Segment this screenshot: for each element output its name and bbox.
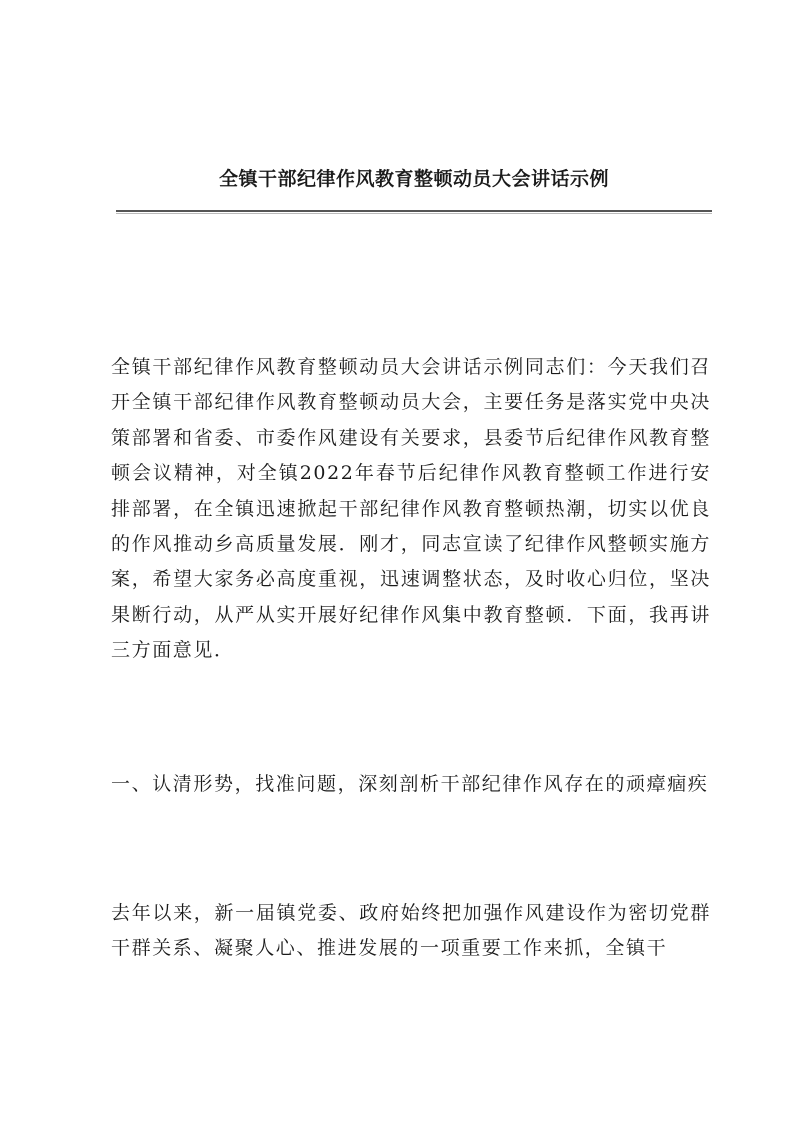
document-title: 全镇干部纪律作风教育整顿动员大会讲话示例 [218,168,609,190]
body-paragraph-section-1: 去年以来，新一届镇党委、政府始终把加强作风建设作为密切党群干群关系、凝聚人心、推进发展的一项重要工作来抓，全镇干 [111,902,711,960]
body-paragraph-intro: 全镇干部纪律作风教育整顿动员大会讲话示例同志们：今天我们召开全镇干部纪律作风教育整顿动员大会，主要任务是落实党中央决策部署和省委、市委作风建设有关要求，县委节后纪律作风教育整顿会议精神，对全镇2022年春节后纪律作风教育整顿工作进行安排部署，在全镇迅速掀起干部纪律作风教育整顿热潮，切实以优良的作风推动乡高质量发展．刚才，同志宣读了纪律作风整顿实施方案，希望大家务必高度重视，迅速调整状态，及时收心归位，坚决果断行动，从严从实开展好纪律作风集中教育整顿．下面，我再讲三方面意见． [111,356,711,662]
title-divider [116,210,712,214]
section-heading-1: 一、认清形势，找准问题，深刻剖析干部纪律作风存在的顽瘴痼疾 [111,773,709,795]
